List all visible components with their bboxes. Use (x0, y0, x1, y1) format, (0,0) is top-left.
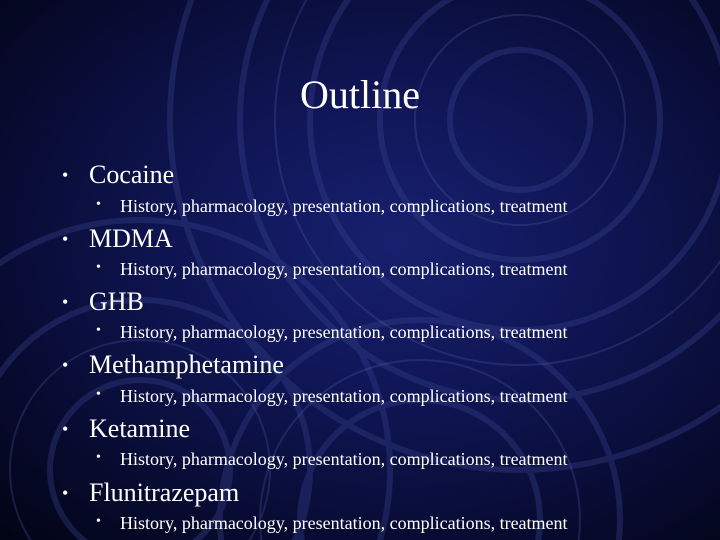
bullet-icon: • (96, 514, 101, 529)
item-label-ghb: GHB (89, 287, 144, 316)
slide-title: Outline (300, 72, 420, 117)
sub-item-label: History, pharmacology, presentation, complications, treatment (120, 449, 568, 469)
bullet-icon: • (62, 419, 69, 439)
sub-item-label: History, pharmacology, presentation, complications, treatment (120, 386, 568, 406)
sub-item-label: History, pharmacology, presentation, complications, treatment (120, 196, 568, 216)
bullet-icon: • (62, 355, 69, 375)
sub-item-label: History, pharmacology, presentation, complications, treatment (120, 322, 568, 342)
bullet-icon: • (62, 165, 69, 185)
bullet-icon: • (96, 323, 101, 338)
bullet-icon: • (62, 229, 69, 249)
bullet-icon: • (96, 197, 101, 212)
bullet-icon: • (62, 483, 69, 503)
item-label-mdma: MDMA (89, 224, 173, 253)
item-label-ketamine: Ketamine (89, 414, 191, 443)
sub-item-label: History, pharmacology, presentation, complications, treatment (120, 513, 568, 533)
bullet-icon: • (96, 450, 101, 465)
item-label-methamphetamine: Methamphetamine (89, 350, 284, 379)
sub-item-label: History, pharmacology, presentation, complications, treatment (120, 259, 568, 279)
bullet-icon: • (62, 292, 69, 312)
item-label-cocaine: Cocaine (89, 160, 175, 189)
bullet-icon: • (96, 387, 101, 402)
item-label-flunitrazepam: Flunitrazepam (89, 478, 240, 507)
bullet-icon: • (96, 260, 101, 275)
